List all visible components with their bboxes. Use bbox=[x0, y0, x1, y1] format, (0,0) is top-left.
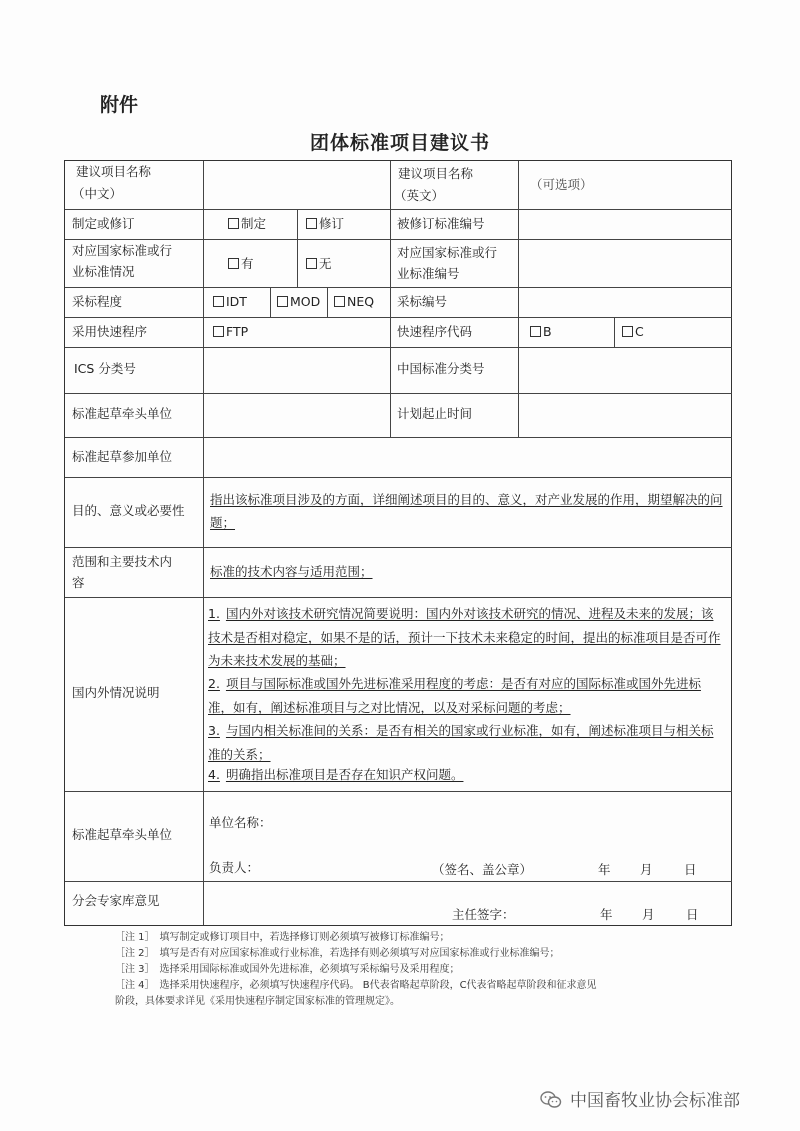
national-no-label: 对应国家标准或行 bbox=[397, 245, 498, 260]
col-divider bbox=[518, 161, 519, 437]
scope-label-2: 容 bbox=[72, 575, 85, 590]
mod-checkbox[interactable]: MOD bbox=[277, 291, 320, 313]
make-revise-label: 制定或修订 bbox=[72, 216, 135, 231]
idt-checkbox[interactable]: IDT bbox=[213, 291, 247, 313]
day-label: 日 bbox=[686, 907, 699, 922]
yes-checkbox[interactable]: 有 bbox=[228, 253, 254, 275]
revised-no-input[interactable] bbox=[522, 213, 722, 235]
lead-unit-label: 标准起草牵头单位 bbox=[72, 406, 173, 421]
row-divider bbox=[65, 597, 732, 598]
month-label: 月 bbox=[640, 862, 653, 877]
expert-label: 分会专家库意见 bbox=[72, 893, 160, 908]
scope-text[interactable]: 标准的技术内容与适用范围； bbox=[210, 564, 373, 579]
list-item: 2. 项目与国际标准或国外先进标准采用程度的考虑：是否有对应的国际标准或国外先进标准，如有，阐述标准项目与之对比情况，以及对采标问题的考虑； bbox=[208, 676, 701, 715]
name-en-input[interactable]: （可选项） bbox=[530, 177, 593, 192]
row-divider bbox=[65, 881, 732, 882]
domestic-label: 国内外情况说明 bbox=[72, 685, 160, 700]
col-divider bbox=[297, 209, 298, 287]
national-label-2: 业标准情况 bbox=[72, 264, 135, 279]
row-divider bbox=[65, 437, 732, 438]
national-no-input[interactable] bbox=[522, 252, 722, 276]
sign-seal-note: （签名、盖公章） bbox=[432, 862, 533, 877]
name-cn-input[interactable] bbox=[211, 174, 383, 198]
note-line: ［注 4］ 选择采用快速程序，必须填写快速程序代码。 B代表省略起草阶段，C代表省略起草阶段和征求意见 bbox=[115, 980, 597, 991]
lead-unit-sign-label: 标准起草牵头单位 bbox=[72, 827, 173, 842]
part-unit-label: 标准起草参加单位 bbox=[72, 449, 173, 464]
scope-label: 范围和主要技术内 bbox=[72, 554, 173, 569]
note-line: ［注 1］ 填写制定或修订项目中，若选择修订则必须填写被修订标准编号； bbox=[115, 932, 450, 943]
revised-no-label: 被修订标准编号 bbox=[397, 216, 485, 231]
person-label: 负责人： bbox=[209, 860, 260, 875]
adopt-no-input[interactable] bbox=[522, 291, 722, 313]
row-divider bbox=[65, 547, 732, 548]
col-divider bbox=[203, 161, 204, 925]
attachment-label: 附件 bbox=[100, 94, 139, 116]
list-item: 4. 明确指出标准项目是否存在知识产权问题。 bbox=[208, 767, 464, 782]
adopt-degree-label: 采标程度 bbox=[72, 294, 123, 309]
unit-name-label: 单位名称： bbox=[209, 815, 272, 830]
ftp-checkbox[interactable]: FTP bbox=[213, 321, 248, 343]
page-title: 团体标准项目建议书 bbox=[309, 132, 490, 154]
lead-unit-input[interactable] bbox=[211, 403, 383, 427]
name-cn-label-sub: （中文） bbox=[72, 186, 123, 201]
national-label: 对应国家标准或行 bbox=[72, 243, 173, 258]
row-divider bbox=[65, 287, 732, 288]
col-divider bbox=[614, 317, 615, 347]
cn-class-input[interactable] bbox=[522, 358, 722, 382]
national-no-label-2: 业标准编号 bbox=[397, 266, 460, 281]
purpose-label: 目的、意义或必要性 bbox=[72, 503, 185, 518]
col-divider bbox=[327, 287, 328, 317]
footnotes bbox=[115, 930, 597, 1010]
col-divider bbox=[390, 161, 391, 437]
note-line: ［注 2］ 填写是否有对应国家标准或行业标准，若选择有则必须填写对应国家标准或行业标准编号； bbox=[115, 948, 560, 959]
name-en-label-sub: （英文） bbox=[394, 188, 445, 203]
list-item: 3. 与国内相关标准间的关系：是否有相关的国家或行业标准，如有，阐述标准项目与相关标准的关系； bbox=[208, 723, 714, 762]
list-item: 1. 国内外对该技术研究情况简要说明：国内外对该技术研究的情况、进程及未来的发展；该技术是否相对稳定，如果不是的话，预计一下技术未来稳定的时间，提出的标准项目是否可作为未来技术发展的基础； bbox=[208, 606, 721, 668]
plan-time-label: 计划起止时间 bbox=[397, 406, 473, 421]
c-checkbox[interactable]: C bbox=[622, 321, 644, 343]
name-cn-label: 建议项目名称 bbox=[76, 164, 152, 179]
row-divider bbox=[65, 791, 732, 792]
row-divider bbox=[65, 347, 732, 348]
neq-checkbox[interactable]: NEQ bbox=[334, 291, 374, 313]
purpose-text[interactable]: 指出该标准项目涉及的方面，详细阐述项目的目的、意义，对产业发展的作用，期望解决的问题； bbox=[210, 492, 723, 530]
note-line: ［注 3］ 选择采用国际标准或国外先进标准，必须填写采标编号及采用程度； bbox=[115, 964, 460, 975]
row-divider bbox=[65, 393, 732, 394]
plan-time-input[interactable] bbox=[522, 403, 722, 427]
watermark: 中国畜牧业协会标准部 bbox=[540, 1086, 740, 1111]
ics-label: ICS 分类号 bbox=[74, 361, 136, 376]
make-checkbox[interactable]: 制定 bbox=[228, 213, 266, 235]
chief-sign-label: 主任签字： bbox=[452, 907, 515, 922]
cn-class-label: 中国标准分类号 bbox=[397, 361, 485, 376]
year-label: 年 bbox=[600, 907, 613, 922]
adopt-no-label: 采标编号 bbox=[397, 294, 448, 309]
row-divider bbox=[65, 477, 732, 478]
ics-input[interactable] bbox=[211, 358, 383, 382]
year-label: 年 bbox=[598, 862, 611, 877]
no-checkbox[interactable]: 无 bbox=[306, 253, 332, 275]
col-divider bbox=[270, 287, 271, 317]
name-en-label: 建议项目名称 bbox=[398, 166, 474, 181]
part-unit-input[interactable] bbox=[211, 446, 721, 470]
revise-checkbox[interactable]: 修订 bbox=[306, 213, 344, 235]
b-checkbox[interactable]: B bbox=[530, 321, 552, 343]
wechat-icon bbox=[540, 1091, 562, 1109]
fast-proc-label: 采用快速程序 bbox=[72, 324, 148, 339]
note-line: 阶段，具体要求详见《采用快速程序制定国家标准的管理规定》。 bbox=[115, 996, 400, 1007]
month-label: 月 bbox=[642, 907, 655, 922]
row-divider bbox=[65, 209, 732, 210]
day-label: 日 bbox=[684, 862, 697, 877]
fast-code-label: 快速程序代码 bbox=[397, 324, 473, 339]
row-divider bbox=[65, 317, 732, 318]
